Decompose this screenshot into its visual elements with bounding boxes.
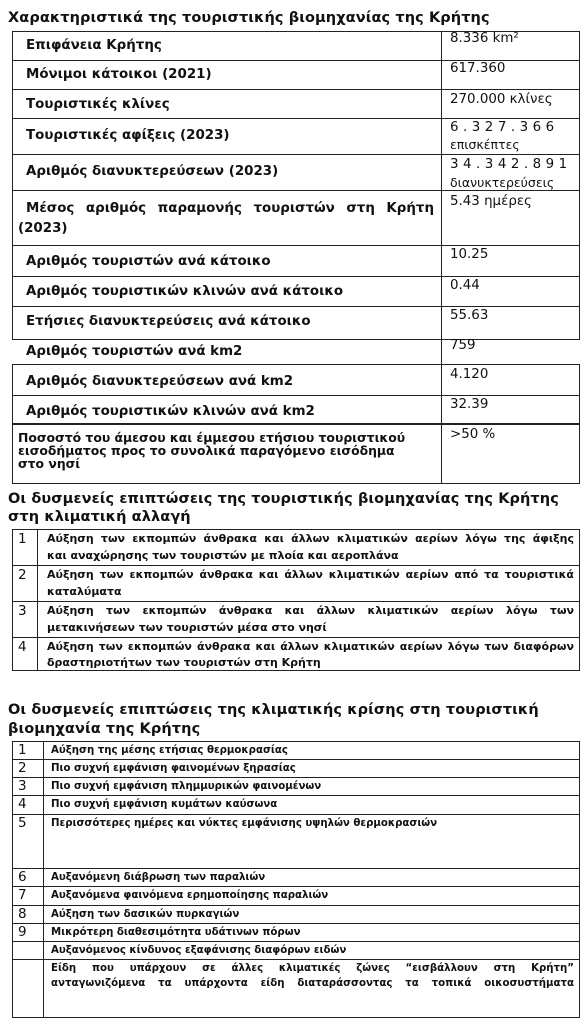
item-number: 4 (18, 796, 27, 812)
row-label-arrivals: Τουριστικές αφίξεις (2023) (26, 128, 230, 143)
section3-title: Οι δυσμενείς επιπτώσεις της κλιματικής κρίσης στη τουριστική (8, 702, 539, 718)
item-text: Αυξανόμενα φαινόμενα ερημοποίησης παραλιών (51, 890, 329, 901)
row-value-overnights-unit: διανυκτερεύσεις (450, 175, 555, 190)
item-text: Αυξανόμενη διάβρωση των παραλιών (51, 872, 266, 883)
item-number: 5 (18, 815, 27, 831)
section2-title: Οι δυσμενείς επιπτώσεις της τουριστικής βιομηχανίας της Κρήτης (8, 491, 559, 507)
item-number: 4 (18, 639, 27, 655)
row-label-overnights-per-resident: Ετήσιες διανυκτερεύσεις ανά κάτοικο (26, 314, 311, 329)
row-divider (12, 276, 580, 277)
row-divider (12, 777, 580, 778)
item-text-line2: καταλύματα (47, 585, 122, 598)
item-text-line2: και αναχώρησης των τουριστών με πλοία και αεροπλάνα (47, 549, 399, 562)
row-label-beds-per-km2: Αριθμός τουριστικών κλινών ανά km2 (26, 404, 315, 419)
row-value-beds: 270.000 κλίνες (450, 92, 553, 107)
section1-title: Χαρακτηριστικά της τουριστικής βιομηχανίας της Κρήτης (8, 10, 490, 26)
row-divider (12, 941, 580, 942)
item-text: Αύξηση των εκπομπών άνθρακα και άλλων κλιματικών αερίων από τα τουριστικά (47, 568, 574, 581)
row-label-overnights: Αριθμός διανυκτερεύσεων (2023) (26, 164, 279, 179)
row-divider (12, 886, 580, 887)
row-label-income-share: Ποσοστό του άμεσου και έμμεσου ετήσιου τουριστικού (18, 430, 406, 445)
row-value-stay: 5.43 ημέρες (450, 194, 532, 209)
row-label-beds: Τουριστικές κλίνες (26, 97, 170, 112)
item-number: 7 (18, 887, 27, 903)
row-divider (12, 565, 580, 566)
row-label-surface: Επιφάνεια Κρήτης (26, 38, 162, 53)
row-divider (12, 795, 580, 796)
item-text: Αύξηση της μέσης ετήσιας θερμοκρασίας (51, 745, 288, 756)
row-label-stay-year: (2023) (18, 221, 68, 236)
row-divider (12, 89, 580, 90)
item-number: 6 (18, 869, 27, 885)
item-text: Είδη που υπάρχουν σε άλλες κλιματικές ζώνες “εισβάλλουν στη Κρήτη” (51, 963, 574, 974)
row-value-arrivals-unit: επισκέπτες (450, 137, 520, 152)
item-number: 8 (18, 906, 27, 922)
item-text-line2: δραστηριοτήτων των τουριστών στη Κρήτη (47, 656, 321, 669)
item-number: 1 (18, 742, 27, 758)
row-label-beds-per-resident: Αριθμός τουριστικών κλινών ανά κάτοικο (26, 284, 344, 299)
row-value-residents: 617.360 (450, 61, 506, 76)
row-divider (12, 868, 580, 869)
row-value-overnights: 34.342.891 (450, 157, 572, 172)
row-divider (12, 245, 580, 246)
item-text: Αύξηση των δασικών πυρκαγιών (51, 909, 240, 920)
table1-column-divider (441, 31, 442, 484)
row-label-income-share-3: στο νησί (18, 456, 81, 471)
item-number: 1 (18, 531, 27, 547)
item-number: 9 (18, 924, 27, 940)
row-divider (12, 154, 580, 155)
row-value-tourists-per-km2: 759 (450, 338, 476, 353)
item-text: Αύξηση των εκπομπών άνθρακα και άλλων κλιματικών αερίων λόγω των (47, 604, 574, 617)
row-value-beds-per-km2: 32.39 (450, 397, 489, 412)
row-divider (12, 395, 580, 396)
item-number: 2 (18, 567, 27, 583)
row-divider (12, 637, 580, 638)
row-label-tourists-per-resident: Αριθμός τουριστών ανά κάτοικο (26, 254, 271, 269)
row-divider (12, 814, 580, 815)
row-label-overnights-per-km2: Αριθμός διανυκτερεύσεων ανά km2 (26, 374, 294, 389)
row-divider (12, 118, 580, 119)
row-divider (12, 190, 580, 191)
row-value-arrivals: 6.327.366 (450, 120, 559, 135)
item-text: Αυξανόμενος κίνδυνος εξαφάνισης διαφόρων ειδών (51, 945, 347, 956)
item-text-line2: ανταγωνιζόμενα τα υπάρχοντα είδη διαταράσσοντας τα τοπικά οικοσυστήματα (51, 978, 574, 989)
item-number: 3 (18, 603, 27, 619)
item-number: 2 (18, 760, 27, 776)
row-value-tourists-per-resident: 10.25 (450, 247, 489, 262)
item-text: Αύξηση των εκπομπών άνθρακα και άλλων κλιματικών αερίων λόγω των διαφόρων (47, 640, 574, 653)
row-label-income-share-2: εισοδήματος προς το συνολικά παραγόμενο εισόδημα (18, 443, 395, 458)
table3-column-divider (43, 741, 44, 1018)
row-divider (12, 306, 580, 307)
section3-title-line2: βιομηχανία της Κρήτης (8, 721, 201, 737)
item-text: Μικρότερη διαθεσιμότητα υδάτινων πόρων (51, 927, 301, 938)
item-text: Πιο συχνή εμφάνιση πλημμυρικών φαινομένων (51, 781, 322, 792)
table2-column-divider (37, 529, 38, 671)
item-number: 3 (18, 778, 27, 794)
section2-title-line2: στη κλιματική αλλαγή (8, 509, 191, 525)
row-label-stay: Μέσος αριθμός παραμονής τουριστών στη Κρήτη (26, 201, 434, 216)
item-text-line2: μετακινήσεων των τουριστών μέσα στο νησί (47, 621, 327, 634)
row-divider (12, 601, 580, 602)
row-value-income-share: >50 % (450, 427, 496, 442)
row-value-surface: 8.336 km² (450, 31, 519, 46)
item-text: Πιο συχνή εμφάνιση κυμάτων καύσωνα (51, 799, 278, 810)
row-divider (12, 923, 580, 924)
row-value-beds-per-resident: 0.44 (450, 278, 480, 293)
row-divider (12, 905, 580, 906)
row-label-residents: Μόνιμοι κάτοικοι (2021) (26, 67, 212, 82)
item-text: Αύξηση των εκπομπών άνθρακα και άλλων κλιματικών αερίων λόγω της άφιξης (47, 532, 574, 545)
row-value-overnights-per-resident: 55.63 (450, 308, 489, 323)
row-label-tourists-per-km2: Αριθμός τουριστών ανά km2 (26, 344, 243, 359)
item-text: Περισσότερες ημέρες και νύκτες εμφάνισης υψηλών θερμοκρασιών (51, 818, 438, 829)
row-value-overnights-per-km2: 4.120 (450, 367, 489, 382)
item-text: Πιο συχνή εμφάνιση φαινομένων ξηρασίας (51, 763, 296, 774)
row-divider (12, 959, 580, 960)
row-divider (12, 759, 580, 760)
